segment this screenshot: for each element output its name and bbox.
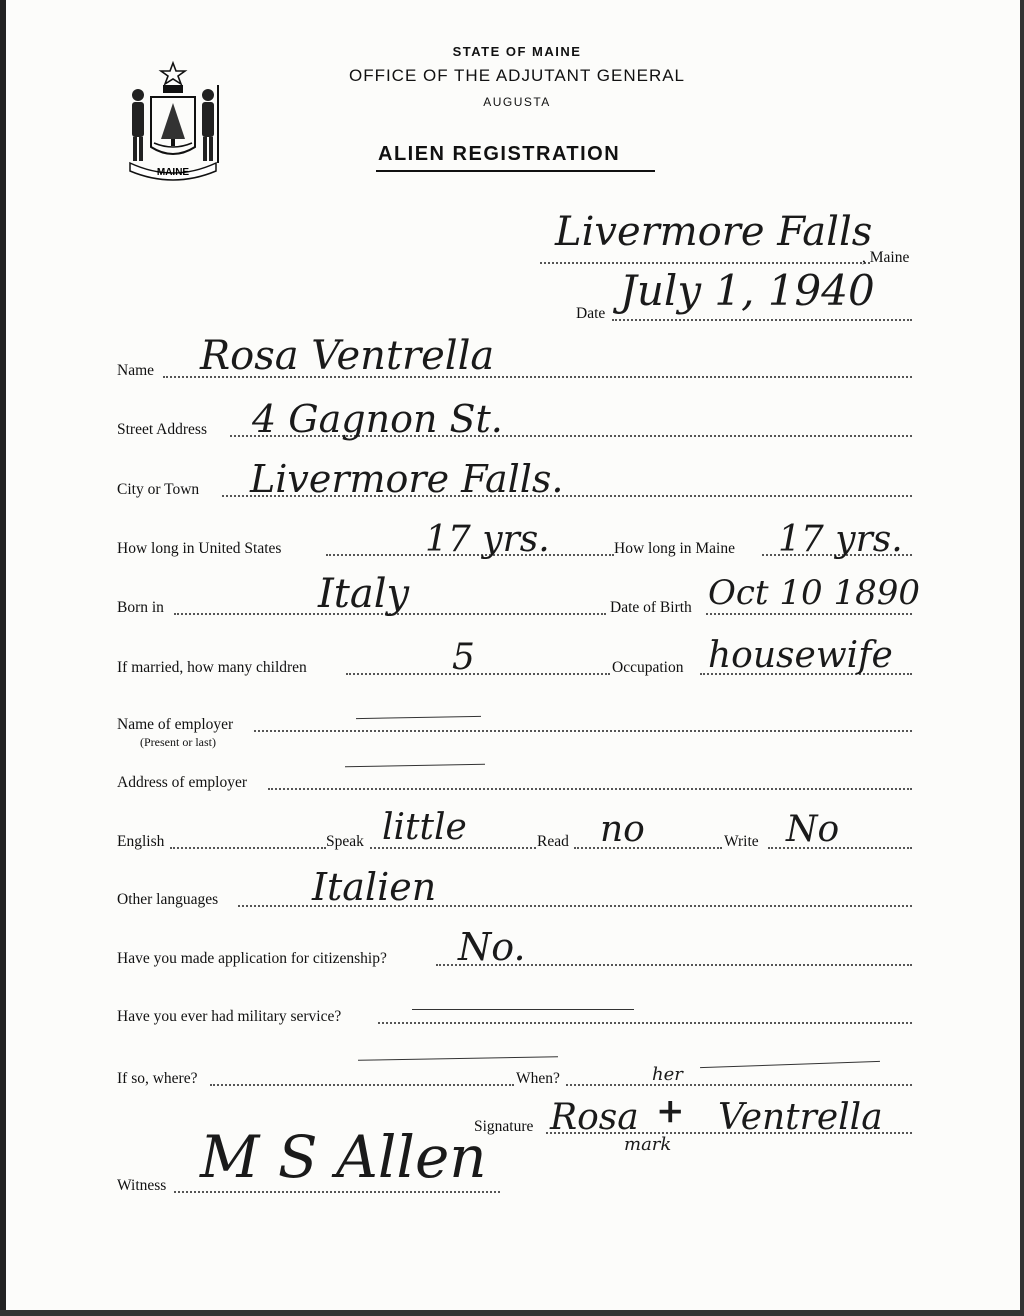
witness-label: Witness: [117, 1177, 167, 1194]
employer-line: [254, 730, 912, 732]
header-office: OFFICE OF THE ADJUTANT GENERAL: [348, 66, 686, 85]
english-label: English: [117, 833, 165, 850]
name-label: Name: [117, 362, 155, 379]
form-title: ALIEN REGISTRATION: [378, 143, 621, 165]
employer-sublabel: (Present or last): [140, 735, 216, 749]
city-handwriting: Livermore Falls.: [250, 457, 564, 501]
where-label: If so, where?: [117, 1070, 198, 1087]
military-line: [378, 1022, 912, 1024]
dob-label: Date of Birth: [610, 599, 692, 616]
maine-years-handwriting: 17 yrs.: [778, 519, 903, 560]
employer-dash: [356, 716, 481, 719]
witness-line: [174, 1191, 500, 1193]
other-languages-handwriting: Italien: [312, 865, 437, 909]
place-handwriting: Livermore Falls: [555, 209, 873, 255]
name-handwriting: Rosa Ventrella: [200, 333, 495, 379]
street-label: Street Address: [117, 421, 207, 438]
read-handwriting: no: [600, 809, 645, 850]
occupation-handwriting: housewife: [708, 635, 893, 676]
date-line: [612, 319, 912, 321]
signature-below: mark: [624, 1134, 672, 1155]
signature-first: Rosa: [550, 1097, 639, 1138]
write-label: Write: [724, 833, 759, 850]
us-years-label: How long in United States: [117, 540, 282, 557]
header-state: STATE OF MAINE: [452, 44, 582, 59]
employer-label: Name of employer: [117, 716, 234, 733]
title-underline: [376, 170, 655, 172]
read-line: [574, 847, 722, 849]
born-handwriting: Italy: [318, 571, 410, 617]
citizenship-label: Have you made application for citizenship?: [117, 950, 387, 967]
where-dash: [358, 1056, 558, 1060]
born-label: Born in: [117, 599, 164, 616]
military-label: Have you ever had military service?: [117, 1008, 342, 1025]
date-label: Date: [576, 305, 606, 322]
street-handwriting: 4 Gagnon St.: [252, 397, 503, 441]
scan-border-right: [1020, 0, 1024, 1316]
speak-label: Speak: [326, 833, 364, 850]
header-city: AUGUSTA: [483, 95, 551, 109]
read-label: Read: [537, 833, 569, 850]
other-languages-label: Other languages: [117, 891, 219, 908]
write-handwriting: No: [786, 809, 840, 850]
city-label: City or Town: [117, 481, 200, 498]
seal-motto: MAINE: [156, 167, 190, 178]
signature-label: Signature: [474, 1118, 534, 1135]
us-years-handwriting: 17 yrs.: [425, 519, 550, 560]
employer-address-line: [268, 788, 912, 790]
dob-line: [706, 613, 912, 615]
children-label: If married, how many children: [117, 659, 307, 676]
when-line: [566, 1084, 912, 1086]
scan-border-left: [0, 0, 6, 1316]
dob-handwriting: Oct 10 1890: [708, 573, 920, 613]
date-handwriting: July 1, 1940: [620, 266, 875, 315]
maine-years-label: How long in Maine: [614, 540, 735, 557]
speak-handwriting: little: [382, 807, 467, 848]
signature-last: Ventrella: [718, 1097, 883, 1138]
children-line: [346, 673, 610, 675]
military-dash: [412, 1009, 634, 1010]
signature-mark: +: [656, 1091, 685, 1131]
signature-above: her: [652, 1064, 683, 1085]
employer-address-label: Address of employer: [117, 774, 247, 791]
children-handwriting: 5: [452, 637, 475, 678]
place-suffix: , Maine: [862, 249, 910, 266]
scan-border-bottom: [0, 1310, 1024, 1316]
where-line: [210, 1084, 514, 1086]
occupation-label: Occupation: [612, 659, 684, 676]
when-dash: [700, 1061, 880, 1068]
when-label: When?: [516, 1070, 560, 1087]
witness-handwriting: M S Allen: [200, 1123, 487, 1191]
english-line: [170, 847, 326, 849]
citizenship-handwriting: No.: [458, 925, 526, 969]
employer-address-dash: [345, 764, 485, 767]
place-line: [540, 262, 870, 264]
